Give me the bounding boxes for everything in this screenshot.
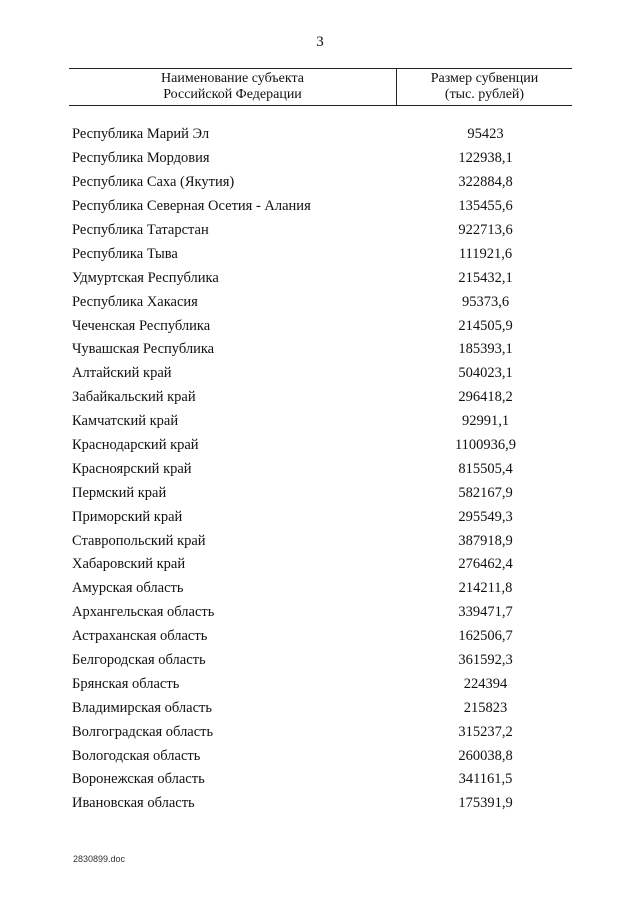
table-row xyxy=(69,505,572,529)
subject-name-cell: Республика Татарстан xyxy=(72,222,209,238)
table-row xyxy=(69,529,572,553)
subvention-amount-cell: 339471,7 xyxy=(458,604,513,621)
subject-name-cell: Забайкальский край xyxy=(72,389,196,406)
subvention-amount-cell: 224394 xyxy=(463,675,508,692)
table-row xyxy=(69,195,572,219)
table-row xyxy=(69,457,572,481)
table-row xyxy=(69,768,572,792)
subject-name-cell: Алтайский край xyxy=(72,365,172,382)
subject-name-cell: Ивановская область xyxy=(72,795,195,812)
subject-name-cell: Республика Тыва xyxy=(72,245,178,262)
table-row xyxy=(69,266,572,290)
subject-name-cell: Волгоградская область xyxy=(72,723,214,740)
subvention-amount-cell: 260038,8 xyxy=(458,747,513,764)
subject-name-cell: Брянская область xyxy=(72,675,180,692)
page-number: 3 xyxy=(316,34,324,50)
subject-name-cell: Чеченская Республика xyxy=(72,317,211,334)
subvention-amount-cell: 214211,8 xyxy=(458,580,513,597)
table-header xyxy=(69,68,572,106)
subject-name-cell: Белгородская область xyxy=(72,652,206,669)
subvention-amount-cell: 215432,1 xyxy=(458,269,513,286)
subvention-amount-cell: 1100936,9 xyxy=(454,437,517,454)
column-header-subject-name: Наименование субъекта Российской Федерации xyxy=(69,69,397,105)
subject-name-cell: Архангельская область xyxy=(72,604,215,621)
table-row xyxy=(69,744,572,768)
table-row xyxy=(69,123,572,147)
table-row xyxy=(69,577,572,601)
subvention-amount-cell: 214505,9 xyxy=(458,317,513,334)
subject-name-cell: Амурская область xyxy=(72,580,184,597)
subvention-amount-cell: 361592,3 xyxy=(458,652,513,669)
table-body xyxy=(69,123,572,816)
subvention-amount-cell: 111921,6 xyxy=(458,245,513,262)
subject-name-cell: Республика Марий Эл xyxy=(72,126,210,143)
table-row xyxy=(69,242,572,266)
subvention-amount-cell: 95373,6 xyxy=(461,293,510,310)
table-row xyxy=(69,625,572,649)
subvention-amount-cell: 296418,2 xyxy=(458,389,513,406)
subvention-amount-cell: 122938,1 xyxy=(458,150,513,167)
subject-name-cell: Астраханская область xyxy=(72,628,208,645)
table-row xyxy=(69,649,572,673)
subject-name-cell: Воронежская область xyxy=(72,771,205,788)
table-row xyxy=(69,672,572,696)
subvention-amount-cell: 135455,6 xyxy=(458,198,513,215)
subvention-amount-cell: 387918,9 xyxy=(458,532,513,549)
table-row xyxy=(69,792,572,816)
subject-name-cell: Пермский край xyxy=(72,484,167,501)
subvention-amount-cell: 815505,4 xyxy=(458,460,513,477)
subvention-amount-cell: 295549,3 xyxy=(458,508,513,525)
document-filename: 2830899.doc xyxy=(73,854,126,864)
subvention-amount-cell: 322884,8 xyxy=(458,174,513,191)
subvention-table xyxy=(69,68,572,816)
subject-name-cell: Красноярский край xyxy=(72,460,192,477)
table-row xyxy=(69,362,572,386)
subject-name-cell: Республика Северная Осетия - Алания xyxy=(72,198,311,215)
subvention-amount-cell: 92991,1 xyxy=(461,413,510,430)
table-row xyxy=(69,386,572,410)
table-row xyxy=(69,696,572,720)
subvention-amount-cell: 315237,2 xyxy=(458,723,513,740)
subvention-amount-cell: 215823 xyxy=(463,699,508,716)
subvention-amount-cell: 95423 xyxy=(467,126,504,143)
table-row xyxy=(69,720,572,744)
subject-name-cell: Владимирская область xyxy=(72,699,212,716)
table-row xyxy=(69,290,572,314)
table-row xyxy=(69,219,572,243)
subject-name-cell: Камчатский край xyxy=(72,413,179,430)
table-row xyxy=(69,147,572,171)
subject-name-cell: Вологодская область xyxy=(72,747,201,764)
subvention-amount-cell: 175391,9 xyxy=(458,795,513,812)
subject-name-cell: Удмуртская Республика xyxy=(72,269,219,286)
subvention-amount-cell: 185393,1 xyxy=(458,341,513,358)
column-header-subvention-amount: Размер субвенции (тыс. рублей) xyxy=(430,71,539,102)
table-row xyxy=(69,338,572,362)
subvention-amount-cell: 276462,4 xyxy=(458,556,513,573)
subject-name-cell: Приморский край xyxy=(72,508,183,525)
subject-name-cell: Республика Саха (Якутия) xyxy=(72,174,235,191)
table-row xyxy=(69,410,572,434)
table-row xyxy=(69,601,572,625)
subject-name-cell: Чувашская Республика xyxy=(72,341,215,358)
subject-name-cell: Республика Мордовия xyxy=(72,150,210,167)
subject-name-cell: Краснодарский край xyxy=(72,437,199,454)
subvention-amount-cell: 582167,9 xyxy=(458,484,513,501)
subvention-amount-cell: 504023,1 xyxy=(458,365,513,382)
subvention-amount-cell: 922713,6 xyxy=(458,222,513,238)
subvention-amount-cell: 341161,5 xyxy=(458,771,513,788)
subvention-amount-cell: 162506,7 xyxy=(458,628,513,645)
table-row xyxy=(69,481,572,505)
subject-name-cell: Республика Хакасия xyxy=(72,293,198,310)
table-row xyxy=(69,314,572,338)
subject-name-cell: Ставропольский край xyxy=(72,532,206,549)
table-row xyxy=(69,171,572,195)
table-row xyxy=(69,434,572,458)
table-row xyxy=(69,553,572,577)
subject-name-cell: Хабаровский край xyxy=(72,556,186,573)
